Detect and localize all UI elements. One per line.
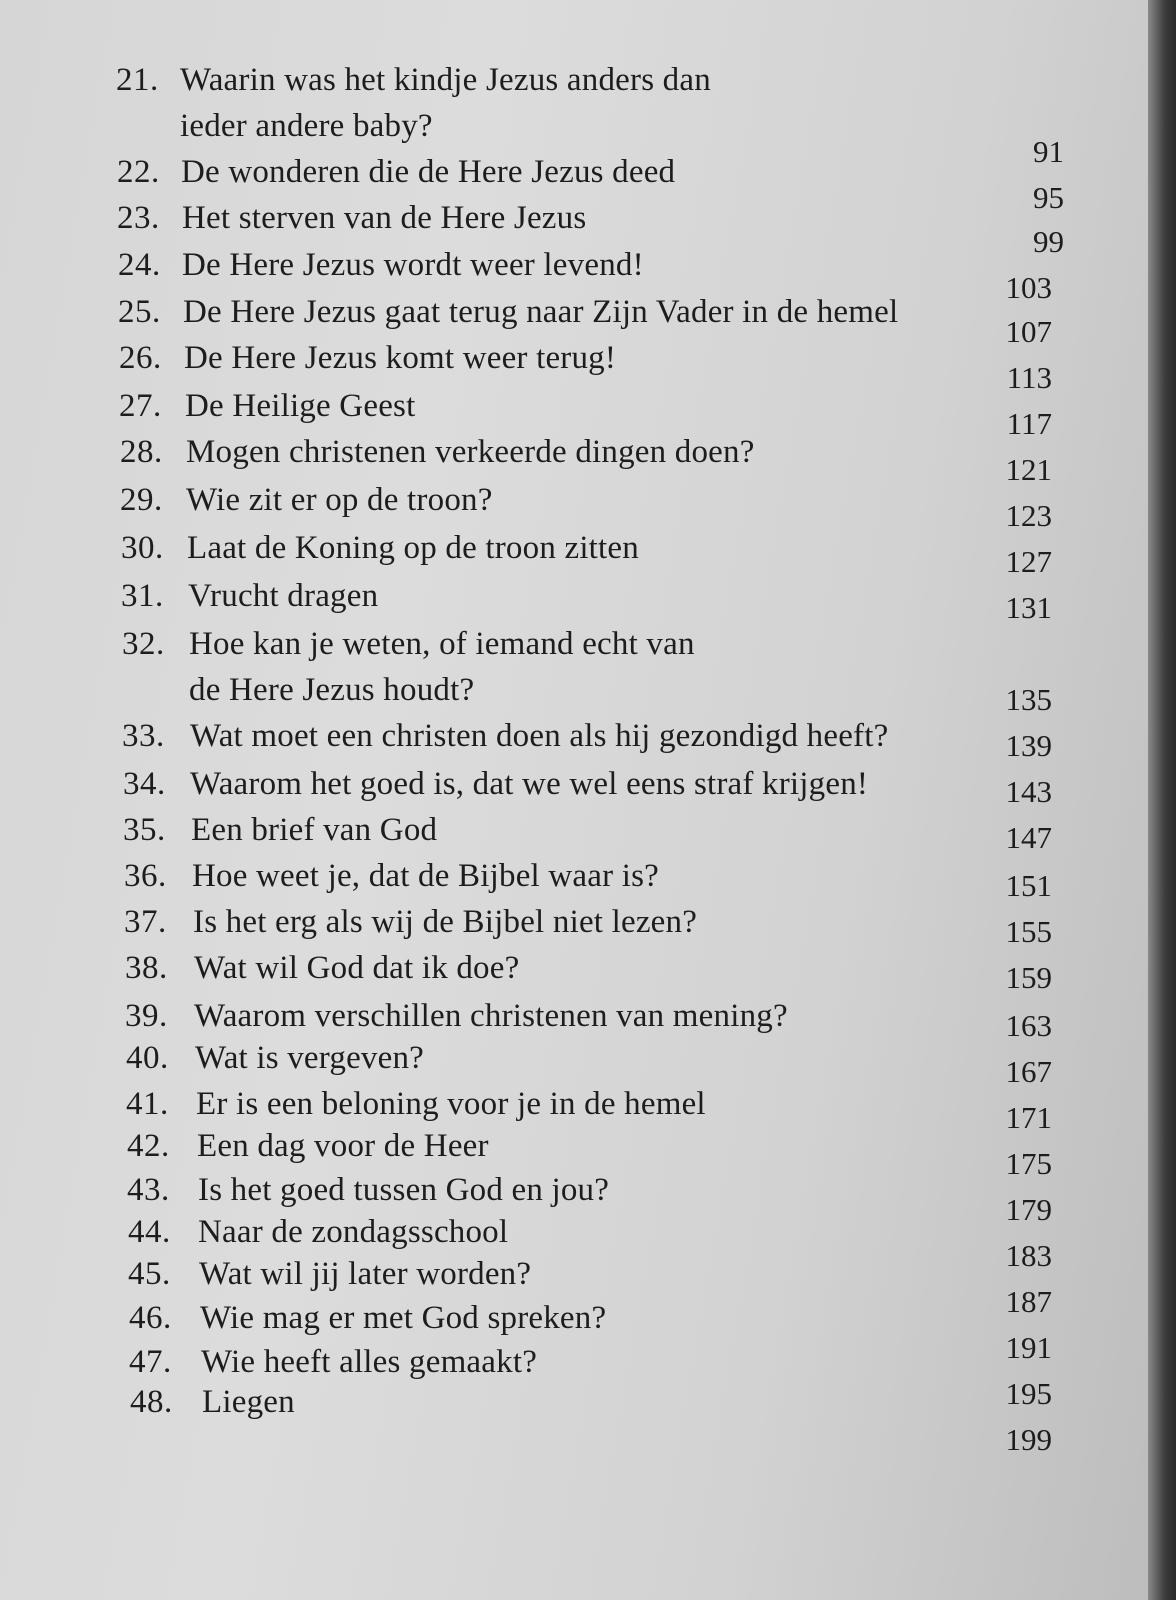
toc-entry-page-number: 199 bbox=[1005, 1422, 1052, 1457]
toc-entry-title: Een brief van God bbox=[191, 812, 438, 848]
toc-entry-title: de Here Jezus houdt? bbox=[189, 672, 475, 708]
toc-entry-title: De Here Jezus wordt weer levend! bbox=[182, 247, 644, 283]
toc-entry-page-number: 195 bbox=[1005, 1376, 1052, 1411]
toc-entry-title: Is het goed tussen God en jou? bbox=[198, 1172, 610, 1208]
toc-entry-number: 21. bbox=[116, 62, 159, 98]
toc-entry-page-number: 143 bbox=[1005, 774, 1052, 809]
toc-entry-number: 40. bbox=[126, 1040, 169, 1076]
toc-entry-number: 41. bbox=[126, 1086, 169, 1122]
toc-entry-title: Is het erg als wij de Bijbel niet lezen? bbox=[193, 904, 698, 940]
toc-entry-page-number: 91 bbox=[1033, 134, 1064, 169]
toc-entry-page-number: 151 bbox=[1005, 868, 1052, 903]
toc-entry-title: Wat is vergeven? bbox=[195, 1040, 425, 1076]
toc-entry-title: Mogen christenen verkeerde dingen doen? bbox=[186, 434, 755, 470]
toc-entry-number: 42. bbox=[127, 1128, 170, 1164]
toc-entry-page-number: 123 bbox=[1005, 498, 1052, 533]
toc-entry-number: 34. bbox=[123, 766, 166, 802]
toc-entry-title: Wat wil God dat ik doe? bbox=[194, 950, 520, 986]
toc-entry-page-number: 175 bbox=[1005, 1146, 1052, 1181]
toc-entry-page-number: 171 bbox=[1005, 1100, 1052, 1135]
toc-entry-number: 38. bbox=[125, 950, 168, 986]
toc-entry-number: 31. bbox=[121, 578, 164, 614]
toc-entry-title: Wat wil jij later worden? bbox=[199, 1256, 532, 1292]
toc-entry-number: 29. bbox=[120, 482, 163, 518]
book-spine-shadow bbox=[1148, 0, 1176, 1600]
toc-entry-number: 47. bbox=[129, 1344, 172, 1380]
toc-entry-page-number: 183 bbox=[1005, 1238, 1052, 1273]
toc-entry-page-number: 99 bbox=[1033, 224, 1064, 259]
toc-entry-page-number: 167 bbox=[1005, 1054, 1052, 1089]
toc-entry-number: 35. bbox=[123, 812, 166, 848]
toc-entry-title: De wonderen die de Here Jezus deed bbox=[181, 154, 676, 190]
toc-entry-number: 33. bbox=[122, 718, 165, 754]
toc-entry-number: 26. bbox=[119, 340, 162, 376]
toc-entry-title: Waarom verschillen christenen van mening? bbox=[194, 998, 788, 1034]
toc-entry-title: Wie zit er op de troon? bbox=[186, 482, 493, 518]
toc-entry-title: Een dag voor de Heer bbox=[197, 1128, 489, 1164]
toc-entry-title: De Heilige Geest bbox=[185, 388, 416, 424]
toc-entry-page-number: 103 bbox=[1005, 270, 1052, 305]
toc-entry-title: Waarom het goed is, dat we wel eens straf krijgen! bbox=[190, 766, 869, 802]
toc-entry-number: 37. bbox=[124, 904, 167, 940]
toc-entry-title: Hoe weet je, dat de Bijbel waar is? bbox=[192, 858, 659, 894]
toc-entry-title: Er is een beloning voor je in de hemel bbox=[196, 1086, 706, 1122]
toc-entry-page-number: 127 bbox=[1005, 544, 1052, 579]
toc-entry-number: 23. bbox=[117, 200, 160, 236]
toc-entry-number: 25. bbox=[118, 294, 161, 330]
toc-entry-page-number: 155 bbox=[1005, 914, 1052, 949]
toc-entry-number: 36. bbox=[124, 858, 167, 894]
toc-entry-number: 43. bbox=[127, 1172, 170, 1208]
toc-entry-number: 48. bbox=[130, 1384, 173, 1420]
toc-entry-number: 45. bbox=[128, 1256, 171, 1292]
toc-entry-page-number: 139 bbox=[1005, 728, 1052, 763]
toc-entry-page-number: 95 bbox=[1033, 180, 1064, 215]
toc-entry-page-number: 179 bbox=[1005, 1192, 1052, 1227]
toc-entry-number: 22. bbox=[117, 154, 160, 190]
toc-entry-page-number: 163 bbox=[1005, 1008, 1052, 1043]
toc-entry-title: Naar de zondagsschool bbox=[198, 1214, 509, 1250]
toc-entry-title: Laat de Koning op de troon zitten bbox=[187, 530, 639, 566]
toc-entry-page-number: 117 bbox=[1006, 406, 1052, 441]
toc-entry-page-number: 107 bbox=[1005, 314, 1052, 349]
toc-entry-title: ieder andere baby? bbox=[180, 108, 433, 144]
toc-entry-page-number: 131 bbox=[1005, 590, 1052, 625]
toc-entry-title: Wie mag er met God spreken? bbox=[200, 1300, 607, 1336]
toc-entry-page-number: 187 bbox=[1005, 1284, 1052, 1319]
toc-entry-page-number: 121 bbox=[1005, 452, 1052, 487]
toc-entry-title: Het sterven van de Here Jezus bbox=[182, 200, 587, 236]
toc-entry-number: 27. bbox=[119, 388, 162, 424]
toc-entry-number: 24. bbox=[118, 247, 161, 283]
toc-entry-title: Vrucht dragen bbox=[188, 578, 379, 614]
toc-entry-page-number: 113 bbox=[1006, 360, 1052, 395]
toc-entry-title: Wat moet een christen doen als hij gezondigd heeft? bbox=[190, 718, 889, 754]
toc-entry-page-number: 191 bbox=[1005, 1330, 1052, 1365]
toc-entry-number: 46. bbox=[129, 1300, 172, 1336]
toc-entry-number: 44. bbox=[128, 1214, 171, 1250]
toc-entry-page-number: 135 bbox=[1005, 682, 1052, 717]
toc-entry-title: Liegen bbox=[202, 1384, 295, 1420]
toc-entry-number: 39. bbox=[125, 998, 168, 1034]
toc-entry-title: De Here Jezus gaat terug naar Zijn Vader in de hemel bbox=[183, 294, 899, 330]
toc-entry-number: 30. bbox=[121, 530, 164, 566]
toc-entry-title: Wie heeft alles gemaakt? bbox=[201, 1344, 538, 1380]
toc-entry-title: Hoe kan je weten, of iemand echt van bbox=[189, 626, 695, 662]
toc-entry-title: Waarin was het kindje Jezus anders dan bbox=[180, 62, 711, 98]
toc-entry-number: 28. bbox=[120, 434, 163, 470]
toc-entry-title: De Here Jezus komt weer terug! bbox=[184, 340, 617, 376]
toc-entry-page-number: 159 bbox=[1005, 960, 1052, 995]
toc-entry-page-number: 147 bbox=[1005, 820, 1052, 855]
toc-entry-number: 32. bbox=[122, 626, 165, 662]
